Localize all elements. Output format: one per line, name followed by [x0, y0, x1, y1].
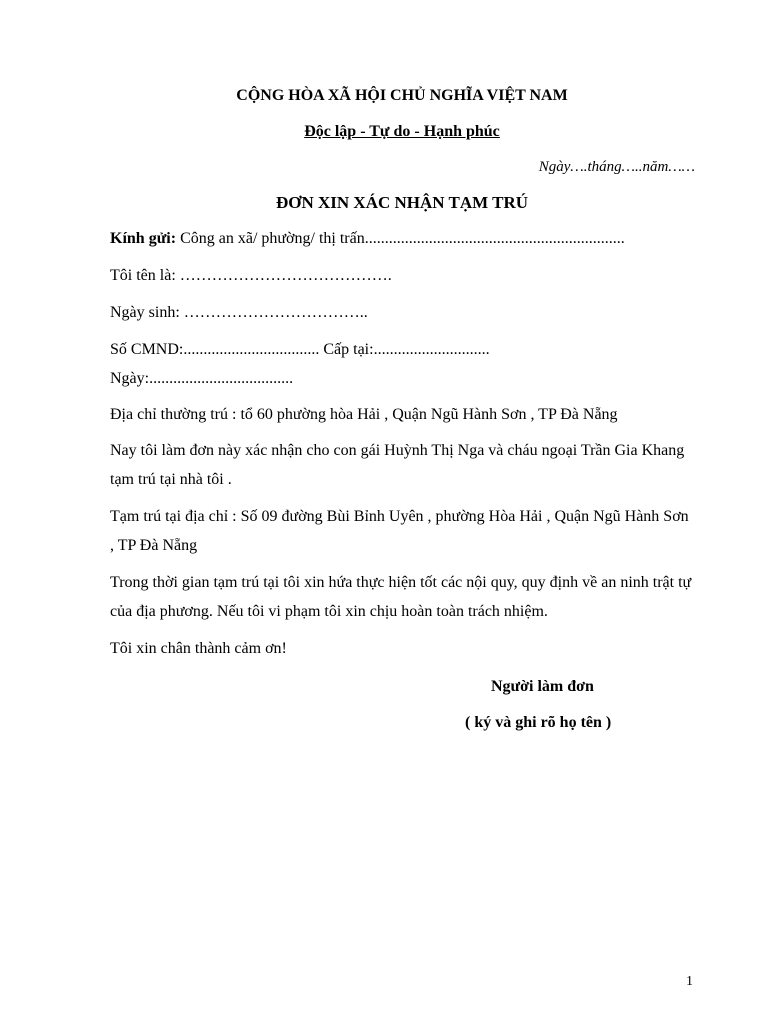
temp-address-paragraph: Tạm trú tại địa chỉ : Số 09 đường Bùi Bỉnh Uyên , phường Hòa Hải , Quận Ngũ Hành Sơn , TP Đà Nẵng — [110, 508, 689, 554]
date-line: Ngày….tháng…..năm…… — [538, 159, 695, 175]
dob-field: Ngày sinh: …………………………….. — [110, 304, 368, 321]
permanent-address: Địa chỉ thường trú : tổ 60 phường hòa Hải , Quận Ngũ Hành Sơn , TP Đà Nẵng — [110, 406, 618, 423]
motto-text: Độc lập - Tự do - Hạnh phúc — [304, 123, 500, 140]
signature-title: Người làm đơn — [491, 678, 594, 695]
signature-note: ( ký và ghi rõ họ tên ) — [465, 714, 612, 731]
document-title: ĐƠN XIN XÁC NHẬN TẠM TRÚ — [275, 193, 529, 212]
thanks-line: Tôi xin chân thành cảm ơn! — [110, 640, 287, 657]
id-field: Số CMND:.................................. Cấp tại:............................. — [110, 341, 490, 358]
addressee-label: Kính gửi: — [110, 230, 177, 247]
issue-date-field: Ngày:.................................... — [110, 370, 294, 387]
commitment-paragraph: Trong thời gian tạm trú tại tôi xin hứa thực hiện tốt các nội quy, quy định về an ninh trật tự của địa phương. Nếu tôi vi phạm tôi xin chịu hoàn toàn trách nhiệm. — [110, 574, 692, 620]
country-header: CỘNG HÒA XÃ HỘI CHỦ NGHĨA VIỆT NAM — [236, 87, 568, 104]
name-field: Tôi tên là: …………………………………. — [110, 267, 392, 284]
motto — [0, 122, 768, 142]
page-number: 1 — [686, 974, 693, 989]
request-paragraph: Nay tôi làm đơn này xác nhận cho con gái Huỳnh Thị Nga và cháu ngoại Trần Gia Khang tạm trú tại nhà tôi . — [110, 442, 685, 488]
addressee-line — [110, 229, 625, 249]
addressee-value: Công an xã/ phường/ thị trấn................................................................. — [176, 230, 625, 247]
